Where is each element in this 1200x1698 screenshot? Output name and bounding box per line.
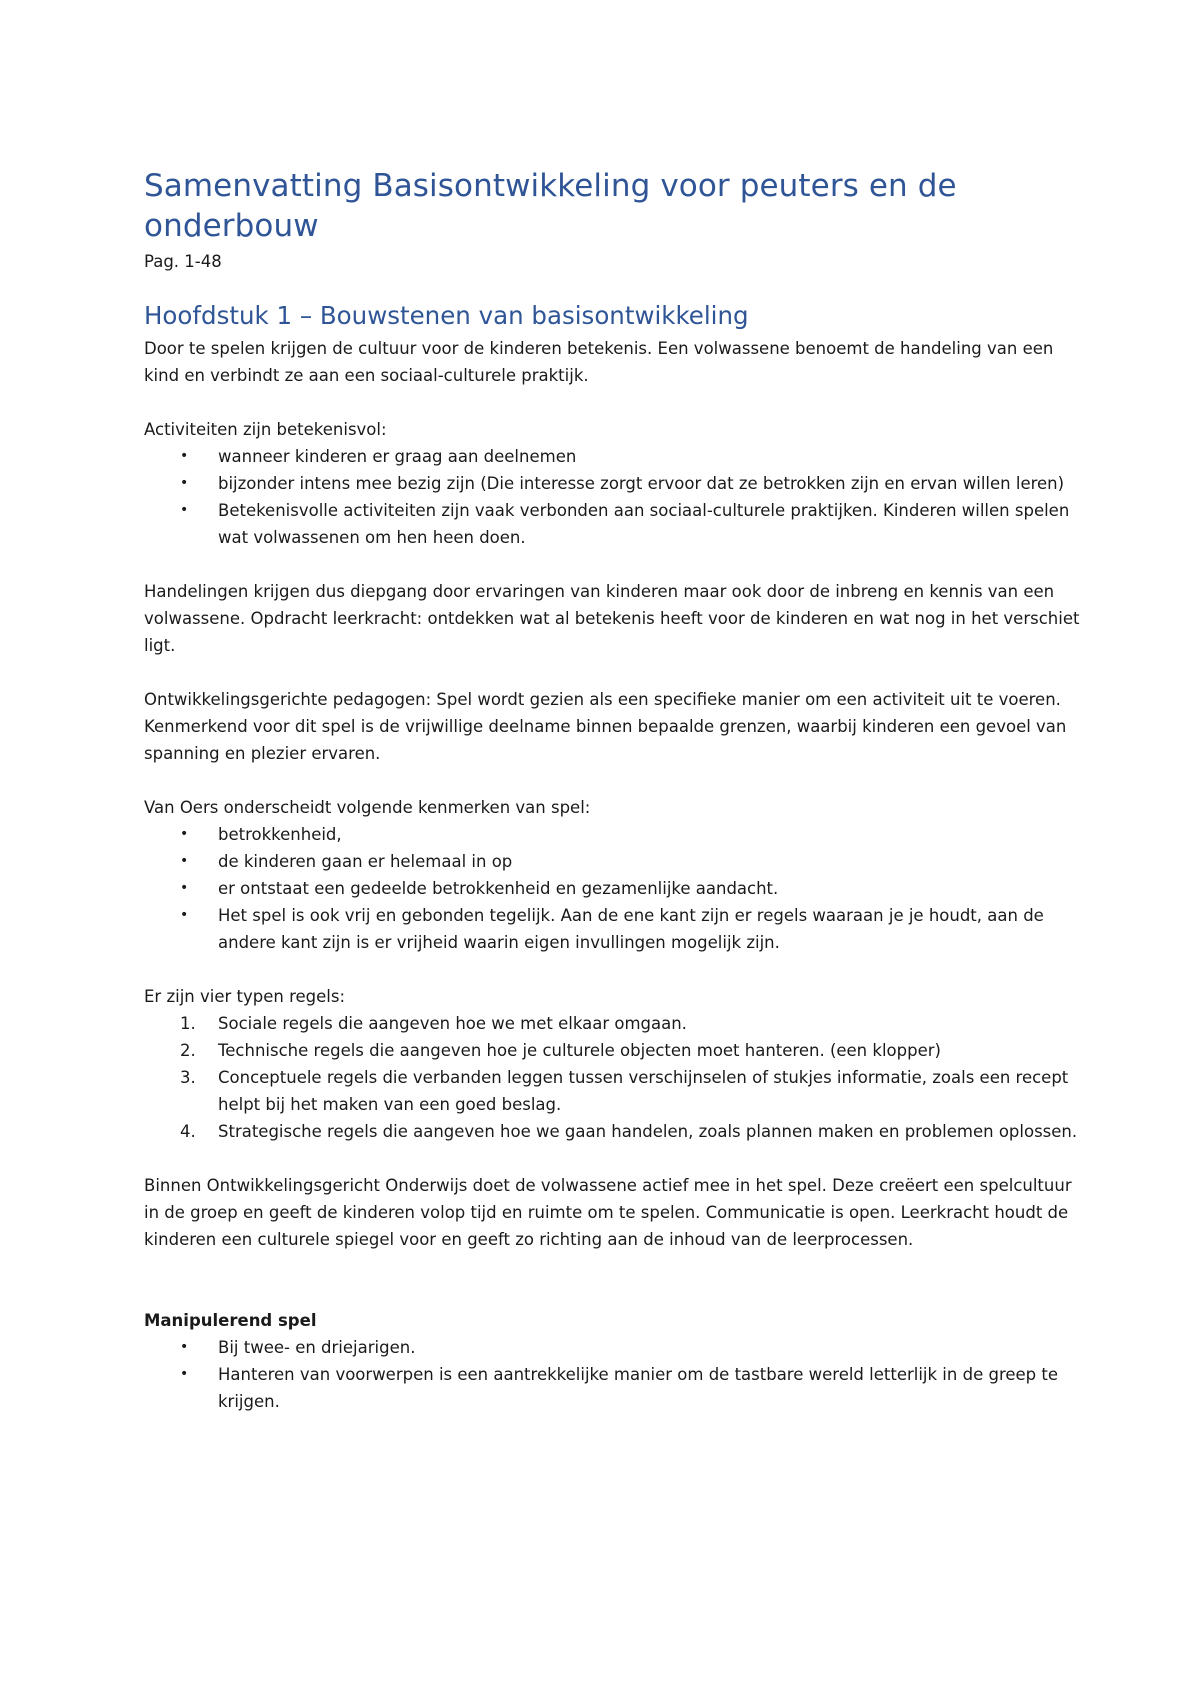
manipulating-heading: Manipulerend spel [144,1311,317,1330]
bullet-icon: • [180,502,189,518]
list-item [144,1037,1080,1064]
list-item [144,1334,1080,1361]
bullet-icon: • [180,907,189,923]
page-range: Pag. 1-48 [144,252,222,271]
spacer [144,767,1080,794]
spacer [144,551,1080,578]
list-item-text: Sociale regels die aangeven hoe we met elkaar omgaan. [218,1014,687,1033]
bullet-icon: • [180,1366,189,1382]
list-number: 3. [180,1068,196,1087]
list-item [144,902,1080,956]
list-number: 1. [180,1014,196,1033]
spacer [144,1253,1080,1307]
list-item-text: bijzonder intens mee bezig zijn (Die interesse zorgt ervoor dat ze betrokken zijn en ervan willen leren) [218,474,1065,493]
activities-list [144,443,1080,551]
list-item [144,848,1080,875]
paragraph-actions: Handelingen krijgen dus diepgang door ervaringen van kinderen maar ook door de inbreng en kennis van een volwassene. Opdracht leerkracht: ontdekken wat al betekenis heeft voor de kinderen en wat nog in het verschiet ligt. [144,582,1080,655]
list-item-text: er ontstaat een gedeelde betrokkenheid en gezamenlijke aandacht. [218,879,779,898]
list-item [144,875,1080,902]
list-item-text: Strategische regels die aangeven hoe we gaan handelen, zoals plannen maken en problemen oplossen. [218,1122,1078,1141]
list-number: 4. [180,1122,196,1141]
intro-paragraph: Door te spelen krijgen de cultuur voor de kinderen betekenis. Een volwassene benoemt de handeling van een kind en verbindt ze aan een sociaal-culturele praktijk. [144,339,1054,385]
list-item-text: Technische regels die aangeven hoe je culturele objecten moet hanteren. (een klopper) [218,1041,941,1060]
list-item-text: betrokkenheid, [218,825,342,844]
document-title: Samenvatting Basisontwikkeling voor peuters en de onderbouw [144,168,957,244]
paragraph-ogo: Binnen Ontwikkelingsgericht Onderwijs doet de volwassene actief mee in het spel. Deze creëert een spelcultuur in de groep en geeft de kinderen volop tijd en ruimte om te spelen. Communicatie is open. Leerkracht houdt de kinderen een culturele spiegel voor en geeft zo richting aan de inhoud van de leerprocessen. [144,1176,1072,1249]
bullet-icon: • [180,1339,189,1355]
list-item-text: de kinderen gaan er helemaal in op [218,852,513,871]
bullet-icon: • [180,853,189,869]
vanoers-list [144,821,1080,956]
list-item [144,1118,1080,1145]
list-item [144,443,1080,470]
list-item [144,1361,1080,1415]
list-item-text: wanneer kinderen er graag aan deelnemen [218,447,577,466]
spacer [144,659,1080,686]
list-item-text: Hanteren van voorwerpen is een aantrekkelijke manier om de tastbare wereld letterlijk in de greep te krijgen. [218,1365,1059,1411]
list-item [144,821,1080,848]
vanoers-lead: Van Oers onderscheidt volgende kenmerken van spel: [144,798,591,817]
list-item [144,1064,1080,1118]
list-item [144,1010,1080,1037]
bullet-icon: • [180,448,189,464]
bullet-icon: • [180,475,189,491]
list-item-text: Betekenisvolle activiteiten zijn vaak verbonden aan sociaal-culturele praktijken. Kinderen willen spelen wat volwassenen om hen heen doen. [218,501,1070,547]
list-item-text: Het spel is ook vrij en gebonden tegelijk. Aan de ene kant zijn er regels waaraan je je houdt, aan de andere kant zijn is er vrijheid waarin eigen invullingen mogelijk zijn. [218,906,1044,952]
spacer [144,389,1080,416]
activities-lead: Activiteiten zijn betekenisvol: [144,420,387,439]
rules-list [144,1010,1080,1145]
list-number: 2. [180,1041,196,1060]
list-item [144,497,1080,551]
list-item [144,470,1080,497]
bullet-icon: • [180,880,189,896]
chapter-heading: Hoofdstuk 1 – Bouwstenen van basisontwikkeling [144,301,749,330]
spacer [144,956,1080,983]
spacer [144,1145,1080,1172]
rules-lead: Er zijn vier typen regels: [144,987,346,1006]
list-item-text: Conceptuele regels die verbanden leggen tussen verschijnselen of stukjes informatie, zoals een recept helpt bij het maken van een goed beslag. [218,1068,1069,1114]
list-item-text: Bij twee- en driejarigen. [218,1338,416,1357]
bullet-icon: • [180,826,189,842]
manipulating-list [144,1334,1080,1415]
paragraph-pedagogues: Ontwikkelingsgerichte pedagogen: Spel wordt gezien als een specifieke manier om een activiteit uit te voeren. Kenmerkend voor dit spel is de vrijwillige deelname binnen bepaalde grenzen, waarbij kinderen een gevoel van spanning en plezier ervaren. [144,690,1067,763]
